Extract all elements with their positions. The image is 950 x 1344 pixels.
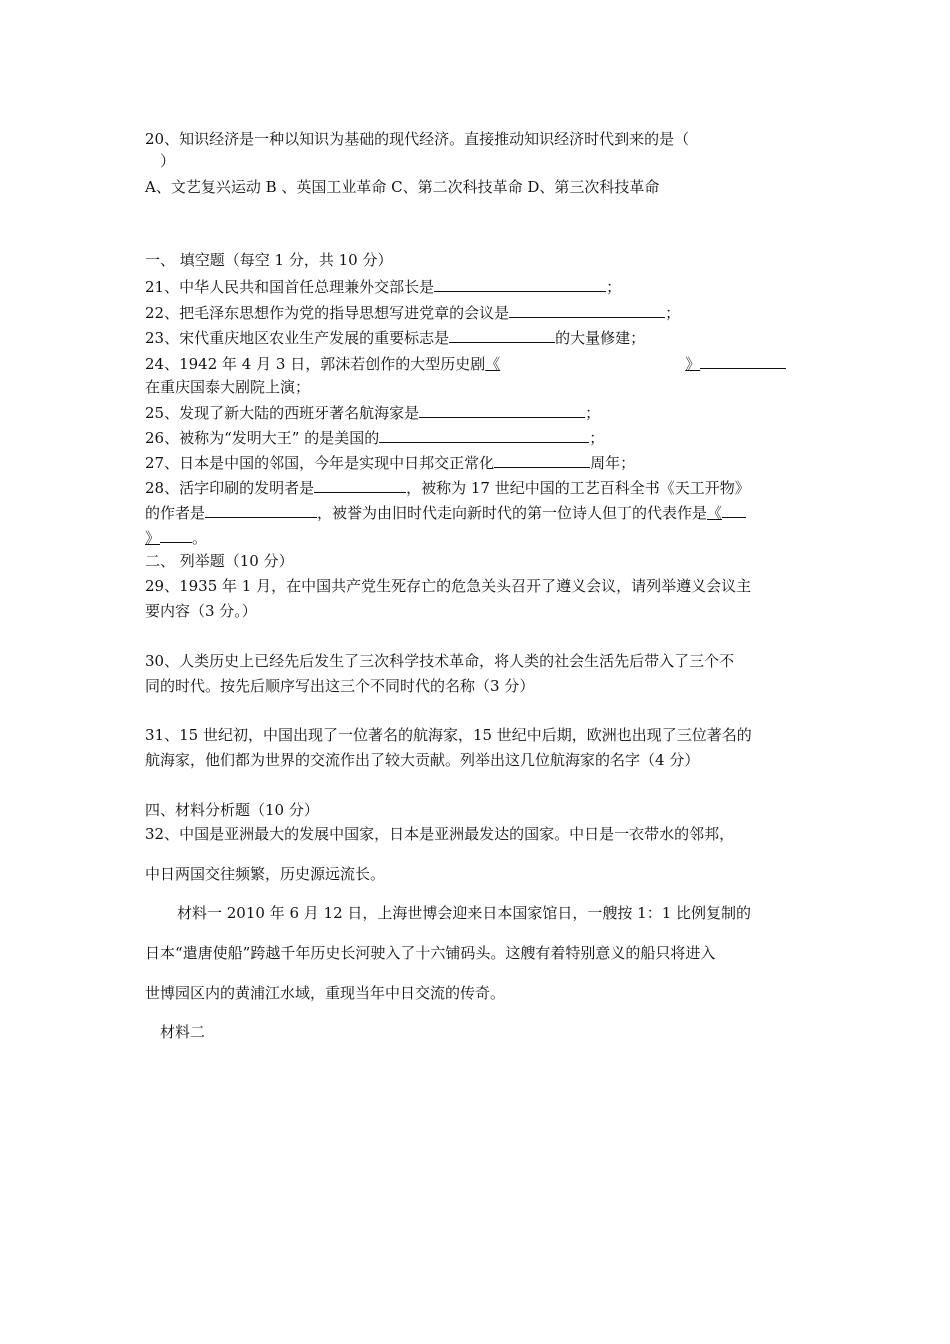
q26-text: 26、被称为“发明大王” 的是美国的: [145, 429, 380, 447]
section2-heading: [145, 551, 294, 571]
q23-blank[interactable]: [449, 327, 555, 343]
q32-line1-text: 32、中国是亚洲最大的发展中国家，日本是亚洲最发达的国家。中日是一衣带水的邻邦，: [145, 825, 735, 843]
q29-line2: [145, 601, 257, 621]
q28-blank2[interactable]: [205, 502, 317, 518]
q20-options: [145, 177, 659, 197]
q21-end: ；: [606, 278, 622, 296]
q20-line1: [145, 129, 689, 149]
q31-line1: [145, 725, 752, 745]
q21-text: 21、中华人民共和国首任总理兼外交部长是: [145, 278, 435, 296]
q32-m2-text: 材料二: [160, 1023, 206, 1041]
q29-line1-text: 29、1935 年 1 月，在中国共产党生死存亡的危急关头召开了遵义会议，请列举遵义会议主: [145, 577, 752, 595]
q25-line: [145, 402, 600, 423]
q32-material1-line2: [145, 943, 715, 963]
q22-end: ；: [665, 304, 681, 322]
q28-line3: [145, 527, 207, 548]
section1-heading: [145, 250, 392, 270]
q28-line2: [145, 502, 746, 523]
q28-close[interactable]: 》: [145, 529, 161, 547]
q32-m1-line1-text: 材料一 2010 年 6 月 12 日，上海世博会迎来日本国家馆日，一艘按 1：1 比例复制的: [177, 904, 752, 922]
q30-line2-text: 同的时代。按先后顺序写出这三个不同时代的名称（3 分）: [145, 677, 535, 695]
q23-text: 23、宋代重庆地区农业生产发展的重要标志是: [145, 329, 450, 347]
q24-open: 《: [485, 355, 501, 373]
q30-line2: [145, 676, 534, 696]
q20-paren: ）: [160, 152, 176, 170]
q28-close-tail: [160, 527, 192, 543]
q32-material1-line3: [145, 983, 505, 1003]
q24-close: 》: [685, 355, 701, 373]
q21-line: [145, 276, 621, 297]
q28-line2b: ，被誉为由旧时代走向新时代的第一位诗人但丁的代表作是: [317, 504, 708, 522]
q20-text: 20、知识经济是一种以知识为基础的现代经济。直接推动知识经济时代到来的是（: [145, 130, 690, 148]
q23-mid: 的大量修建；: [555, 329, 646, 347]
q22-blank[interactable]: [509, 302, 665, 318]
q32-m1-line3-text: 世博园区内的黄浦江水域，重现当年中日交流的传奇。: [145, 984, 506, 1002]
q28-open[interactable]: 《: [707, 504, 723, 522]
q32-line1: [145, 824, 734, 844]
q21-blank[interactable]: [434, 276, 606, 292]
q30-line1: [145, 651, 734, 671]
q25-blank[interactable]: [419, 402, 585, 418]
q24-title-blank[interactable]: [485, 355, 700, 373]
q32-line2: [145, 864, 385, 884]
q29-line1: [145, 576, 751, 596]
q26-blank[interactable]: [379, 427, 589, 443]
q32-material2: [160, 1022, 205, 1042]
q24-line2: [145, 377, 310, 397]
q31-line2: [145, 750, 699, 770]
q24-text: 24、1942 年 4 月 3 日，郭沫若创作的大型历史剧: [145, 355, 486, 373]
q20-options-text: A、文艺复兴运动 B 、英国工业革命 C、第二次科技革命 D、第三次科技革命: [145, 178, 660, 196]
q24-line2-text: 在重庆国泰大剧院上演；: [145, 378, 311, 396]
q24-line1: [145, 353, 786, 374]
q32-m1-line2-text: 日本“遣唐使船”跨越千年历史长河驶入了十六铺码头。这艘有着特别意义的船只将进入: [145, 944, 716, 962]
q27-blank[interactable]: [494, 452, 590, 468]
q28-line1: [145, 477, 750, 498]
q28-text: 28、活字印刷的发明者是: [145, 479, 315, 497]
section2-heading-text: 二、 列举题（10 分）: [145, 552, 294, 570]
q27-end: 周年；: [590, 454, 636, 472]
q29-line2-text: 要内容（3 分。）: [145, 602, 257, 620]
q24-tail-blank: [700, 353, 786, 369]
q26-line: [145, 427, 604, 448]
q27-line: [145, 452, 635, 473]
q31-line2-text: 航海家，他们都为世界的交流作出了较大贡献。列举出这几位航海家的名字（4 分）: [145, 751, 700, 769]
section1-heading-text: 一、 填空题（每空 1 分，共 10 分）: [145, 251, 393, 269]
q20-line2: [160, 151, 175, 171]
q28-blank1[interactable]: [314, 477, 406, 493]
section4-heading-text: 四、材料分析题（10 分）: [145, 801, 319, 819]
q26-end: ；: [589, 429, 605, 447]
q30-line1-text: 30、人类历史上已经先后发生了三次科学技术革命，将人类的社会生活先后带入了三个不: [145, 652, 735, 670]
q28-end: 。: [192, 529, 208, 547]
q22-text: 22、把毛泽东思想作为党的指导思想写进党章的会议是: [145, 304, 510, 322]
q28-open-tail: [722, 502, 746, 518]
q31-line1-text: 31、15 世纪初，中国出现了一位著名的航海家，15 世纪中后期，欧洲也出现了三位著名的: [145, 726, 752, 744]
q27-text: 27、日本是中国的邻国，今年是实现中日邦交正常化: [145, 454, 495, 472]
q23-line: [145, 327, 645, 348]
q22-line: [145, 302, 680, 323]
q32-material1-line1: [177, 903, 751, 923]
q32-line2-text: 中日两国交往频繁，历史源远流长。: [145, 865, 386, 883]
q25-end: ；: [585, 404, 601, 422]
q28-mid: ，被称为 17 世纪中国的工艺百科全书《天工开物》: [406, 479, 750, 497]
section4-heading: [145, 800, 319, 820]
q25-text: 25、发现了新大陆的西班牙著名航海家是: [145, 404, 420, 422]
q28-line2a: 的作者是: [145, 504, 206, 522]
